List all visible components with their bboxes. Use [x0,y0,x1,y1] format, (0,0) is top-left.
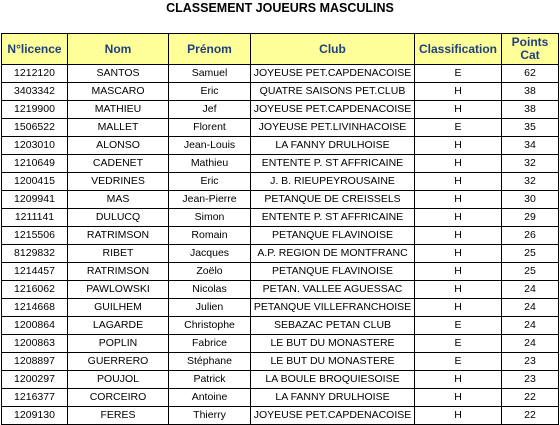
nom-cell: RIBET [68,245,169,263]
prenom-cell: Samuel [169,65,251,83]
table-row [2,119,559,137]
club-cell: PETANQUE DE CREISSELS [251,191,415,209]
prenom-cell: Jean-Louis [169,137,251,155]
classification-cell: E [415,353,502,371]
club-cell: JOYEUSE PET.CAPDENACOISE [251,407,415,425]
prenom-cell: Stéphane [169,353,251,371]
nom-cell: RATRIMSON [68,263,169,281]
points-cell: 23 [502,371,559,389]
column-header-licence: N°licence [2,34,68,65]
club-cell: LA FANNY DRULHOISE [251,389,415,407]
licence-cell: 1211141 [2,209,68,227]
nom-cell: ALONSO [68,137,169,155]
classification-cell: H [415,407,502,425]
points-cell: 30 [502,191,559,209]
table-row [2,317,559,335]
points-cell: 38 [502,101,559,119]
prenom-cell: Jef [169,101,251,119]
prenom-cell: Nicolas [169,281,251,299]
table-row [2,101,559,119]
classification-cell: E [415,119,502,137]
licence-cell: 1200415 [2,173,68,191]
nom-cell: GUILHEM [68,299,169,317]
licence-cell: 1506522 [2,119,68,137]
points-cell: 32 [502,173,559,191]
classification-cell: H [415,209,502,227]
table-row [2,389,559,407]
prenom-cell: Jacques [169,245,251,263]
table-row [2,155,559,173]
prenom-cell: Romain [169,227,251,245]
table-row [2,191,559,209]
points-cell: 29 [502,209,559,227]
licence-cell: 1210649 [2,155,68,173]
table-row [2,281,559,299]
points-cell: 24 [502,281,559,299]
classification-cell: H [415,371,502,389]
classification-cell: E [415,65,502,83]
nom-cell: LAGARDE [68,317,169,335]
points-cell: 26 [502,227,559,245]
club-cell: ENTENTE P. ST AFFRICAINE [251,155,415,173]
prenom-cell: Eric [169,173,251,191]
prenom-cell: Jean-Pierre [169,191,251,209]
table-row [2,299,559,317]
classification-cell: H [415,389,502,407]
nom-cell: SANTOS [68,65,169,83]
table-row [2,371,559,389]
licence-cell: 1214457 [2,263,68,281]
licence-cell: 1209941 [2,191,68,209]
licence-cell: 1215506 [2,227,68,245]
nom-cell: POUJOL [68,371,169,389]
ranking-table [1,33,559,425]
table-row [2,65,559,83]
table-row [2,335,559,353]
prenom-cell: Thierry [169,407,251,425]
column-header-nom: Nom [68,34,169,65]
points-cell: 24 [502,335,559,353]
licence-cell: 1209130 [2,407,68,425]
table-body [2,65,559,425]
classification-cell: E [415,317,502,335]
nom-cell: RATRIMSON [68,227,169,245]
table-row [2,173,559,191]
nom-cell: MALLET [68,119,169,137]
points-cell: 23 [502,353,559,371]
club-cell: PETANQUE VILLEFRANCHOISE [251,299,415,317]
licence-cell: 1200864 [2,317,68,335]
classification-cell: E [415,335,502,353]
club-cell: PETANQUE FLAVINOISE [251,263,415,281]
prenom-cell: Eric [169,83,251,101]
prenom-cell: Mathieu [169,155,251,173]
club-cell: JOYEUSE PET.CAPDENACOISE [251,101,415,119]
column-header-club: Club [251,34,415,65]
nom-cell: MASCARO [68,83,169,101]
classification-cell: H [415,83,502,101]
points-cell: 22 [502,389,559,407]
points-cell: 38 [502,83,559,101]
column-header-classification: Classification [415,34,502,65]
points-cell: 24 [502,317,559,335]
classification-cell: H [415,299,502,317]
nom-cell: MATHIEU [68,101,169,119]
points-cell: 25 [502,245,559,263]
licence-cell: 1203010 [2,137,68,155]
licence-cell: 8129832 [2,245,68,263]
table-row [2,245,559,263]
club-cell: A.P. REGION DE MONTFRANC [251,245,415,263]
club-cell: JOYEUSE PET.LIVINHACOISE [251,119,415,137]
licence-cell: 1214668 [2,299,68,317]
licence-cell: 3403342 [2,83,68,101]
licence-cell: 1216377 [2,389,68,407]
table-row [2,83,559,101]
nom-cell: MAS [68,191,169,209]
licence-cell: 1200297 [2,371,68,389]
classification-cell: H [415,281,502,299]
points-cell: 35 [502,119,559,137]
classification-cell: H [415,263,502,281]
prenom-cell: Fabrice [169,335,251,353]
licence-cell: 1208897 [2,353,68,371]
club-cell: QUATRE SAISONS PET.CLUB [251,83,415,101]
nom-cell: VEDRINES [68,173,169,191]
prenom-cell: Christophe [169,317,251,335]
column-header-prenom: Prénom [169,34,251,65]
table-row [2,227,559,245]
column-header-points: Points Cat [502,34,559,65]
classification-cell: H [415,191,502,209]
licence-cell: 1219900 [2,101,68,119]
classification-cell: H [415,173,502,191]
nom-cell: DULUCQ [68,209,169,227]
nom-cell: CADENET [68,155,169,173]
nom-cell: PAWLOWSKI [68,281,169,299]
table-row [2,263,559,281]
licence-cell: 1200863 [2,335,68,353]
club-cell: ENTENTE P. ST AFFRICAINE [251,209,415,227]
classification-cell: H [415,227,502,245]
prenom-cell: Antoine [169,389,251,407]
club-cell: J. B. RIEUPEYROUSAINE [251,173,415,191]
club-cell: LE BUT DU MONASTERE [251,353,415,371]
table-row [2,407,559,425]
page-title: CLASSEMENT JOUEURS MASCULINS [166,1,394,15]
prenom-cell: Simon [169,209,251,227]
licence-cell: 1212120 [2,65,68,83]
club-cell: LA BOULE BROQUIESOISE [251,371,415,389]
club-cell: PETANQUE FLAVINOISE [251,227,415,245]
points-cell: 22 [502,407,559,425]
table-header-row [2,34,559,65]
nom-cell: CORCEIRO [68,389,169,407]
points-cell: 25 [502,263,559,281]
club-cell: PETAN. VALLEE AGUESSAC [251,281,415,299]
points-cell: 32 [502,155,559,173]
prenom-cell: Zoëlo [169,263,251,281]
club-cell: JOYEUSE PET.CAPDENACOISE [251,65,415,83]
nom-cell: GUERRERO [68,353,169,371]
club-cell: LE BUT DU MONASTERE [251,335,415,353]
prenom-cell: Florent [169,119,251,137]
prenom-cell: Patrick [169,371,251,389]
classification-cell: H [415,245,502,263]
classification-cell: H [415,155,502,173]
club-cell: LA FANNY DRULHOISE [251,137,415,155]
points-cell: 62 [502,65,559,83]
points-cell: 34 [502,137,559,155]
classification-cell: H [415,137,502,155]
prenom-cell: Julien [169,299,251,317]
table-row [2,209,559,227]
classification-cell: H [415,101,502,119]
nom-cell: FERES [68,407,169,425]
points-cell: 24 [502,299,559,317]
table-row [2,353,559,371]
nom-cell: POPLIN [68,335,169,353]
club-cell: SEBAZAC PETAN CLUB [251,317,415,335]
table-row [2,137,559,155]
licence-cell: 1216062 [2,281,68,299]
